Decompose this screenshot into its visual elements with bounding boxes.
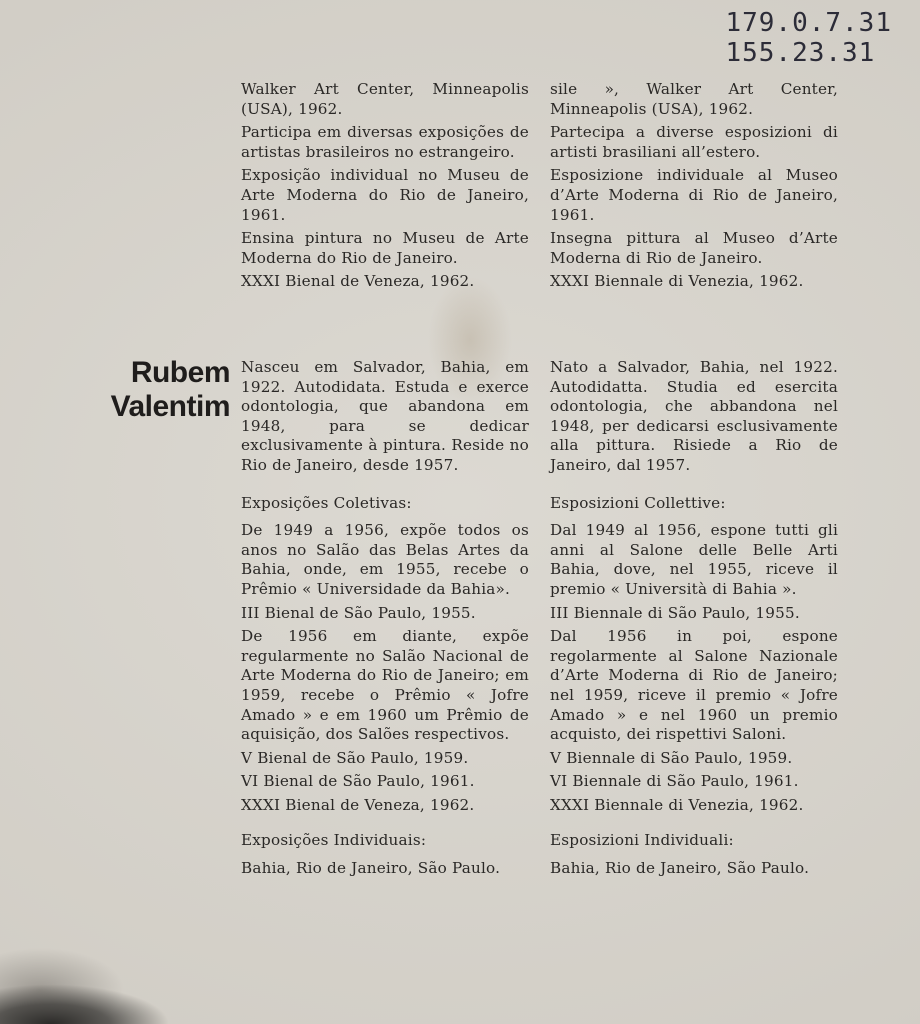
collective-heading: Exposições Coletivas: [241,493,412,512]
paragraph: Participa em diversas exposições de artistas brasileiros no estrangeiro. [241,123,529,161]
italian-column [550,358,838,883]
portuguese-column [241,358,529,883]
archive-stamp [725,8,892,68]
exhibition-entry: III Biennale di São Paulo, 1955. [550,603,800,622]
exhibition-entry: XXXI Bienal de Veneza, 1962. [241,795,475,814]
exhibition-entry: De 1949 a 1956, expõe todos os anos no Salão das Belas Artes da Bahia, onde, em 1955, recebe o Prêmio « Universidade da Bahia». [241,521,529,598]
exhibition-entry: De 1956 em diante, expõe regularmente no Salão Nacional de Arte Moderna do Rio de Janeiro; em 1959, recebe o Prêmio « Jofre Amado » e em 1960 um Prêmio de aquisição, dos Salões respectivos. [241,627,529,744]
artist-first-name: Rubem [130,356,230,389]
exhibition-entry: VI Biennale di São Paulo, 1961. [550,772,799,791]
paragraph: Exposição individual no Museu de Arte Moderna do Rio de Janeiro, 1961. [241,166,529,224]
individual-heading: Exposições Individuais: [241,831,427,850]
paragraph: Walker Art Center, Minneapolis (USA), 1962. [241,80,529,118]
paragraph: Esposizione individuale al Museo d’Arte Moderna di Rio de Janeiro, 1961. [550,166,838,224]
paragraph: Partecipa a diverse esposizioni di artisti brasiliani all’estero. [550,123,838,161]
exhibition-entry: III Bienal de São Paulo, 1955. [241,603,476,622]
individual-heading: Esposizioni Individuali: [550,831,734,850]
worn-edge [0,984,170,1024]
exhibition-entry: V Bienal de São Paulo, 1959. [241,748,469,767]
top-portuguese-column [241,80,529,296]
paragraph: Insegna pittura al Museo d’Arte Moderna di Rio de Janeiro. [550,229,838,267]
stamp-line-1: 179.0.7.31 [725,8,892,38]
exhibition-entry: Dal 1956 in poi, espone regolarmente al Salone Nazionale d’Arte Moderna di Rio de Janeiro; nel 1959, riceve il premio « Jofre Amado » e nel 1960 un premio acquisto, dei rispettivi Saloni. [550,627,838,744]
exhibition-entry: Dal 1949 al 1956, espone tutti gli anni al Salone delle Belle Arti Bahia, dove, nel 1955, riceve il premio « Università di Bahia ». [550,521,838,598]
artist-name [96,356,230,424]
exhibition-entry: XXXI Biennale di Venezia, 1962. [550,795,804,814]
exhibition-entry: V Biennale di São Paulo, 1959. [550,748,793,767]
individual-list: Bahia, Rio de Janeiro, São Paulo. [241,859,501,878]
paragraph: XXXI Biennale di Venezia, 1962. [550,272,804,291]
paragraph: XXXI Bienal de Veneza, 1962. [241,272,475,291]
artist-last-name: Valentim [110,390,230,423]
collective-heading: Esposizioni Collettive: [550,493,726,512]
paragraph: Ensina pintura no Museu de Arte Moderna do Rio de Janeiro. [241,229,529,267]
biography: Nato a Salvador, Bahia, nel 1922. Autodidatta. Studia ed esercita odontologia, che abbandona nel 1948, per dedicarsi esclusivamente alla pittura. Risiede a Rio de Janeiro, dal 1957. [550,358,838,474]
individual-list: Bahia, Rio de Janeiro, São Paulo. [550,859,810,878]
paragraph: sile », Walker Art Center, Minneapolis (USA), 1962. [550,80,838,118]
stamp-line-2: 155.23.31 [725,38,876,68]
exhibition-entry: VI Bienal de São Paulo, 1961. [241,772,475,791]
top-italian-column [550,80,838,296]
biography: Nasceu em Salvador, Bahia, em 1922. Autodidata. Estuda e exerce odontologia, que abandona em 1948, para se dedicar exclusivamente à pintura. Reside no Rio de Janeiro, desde 1957. [241,358,529,474]
